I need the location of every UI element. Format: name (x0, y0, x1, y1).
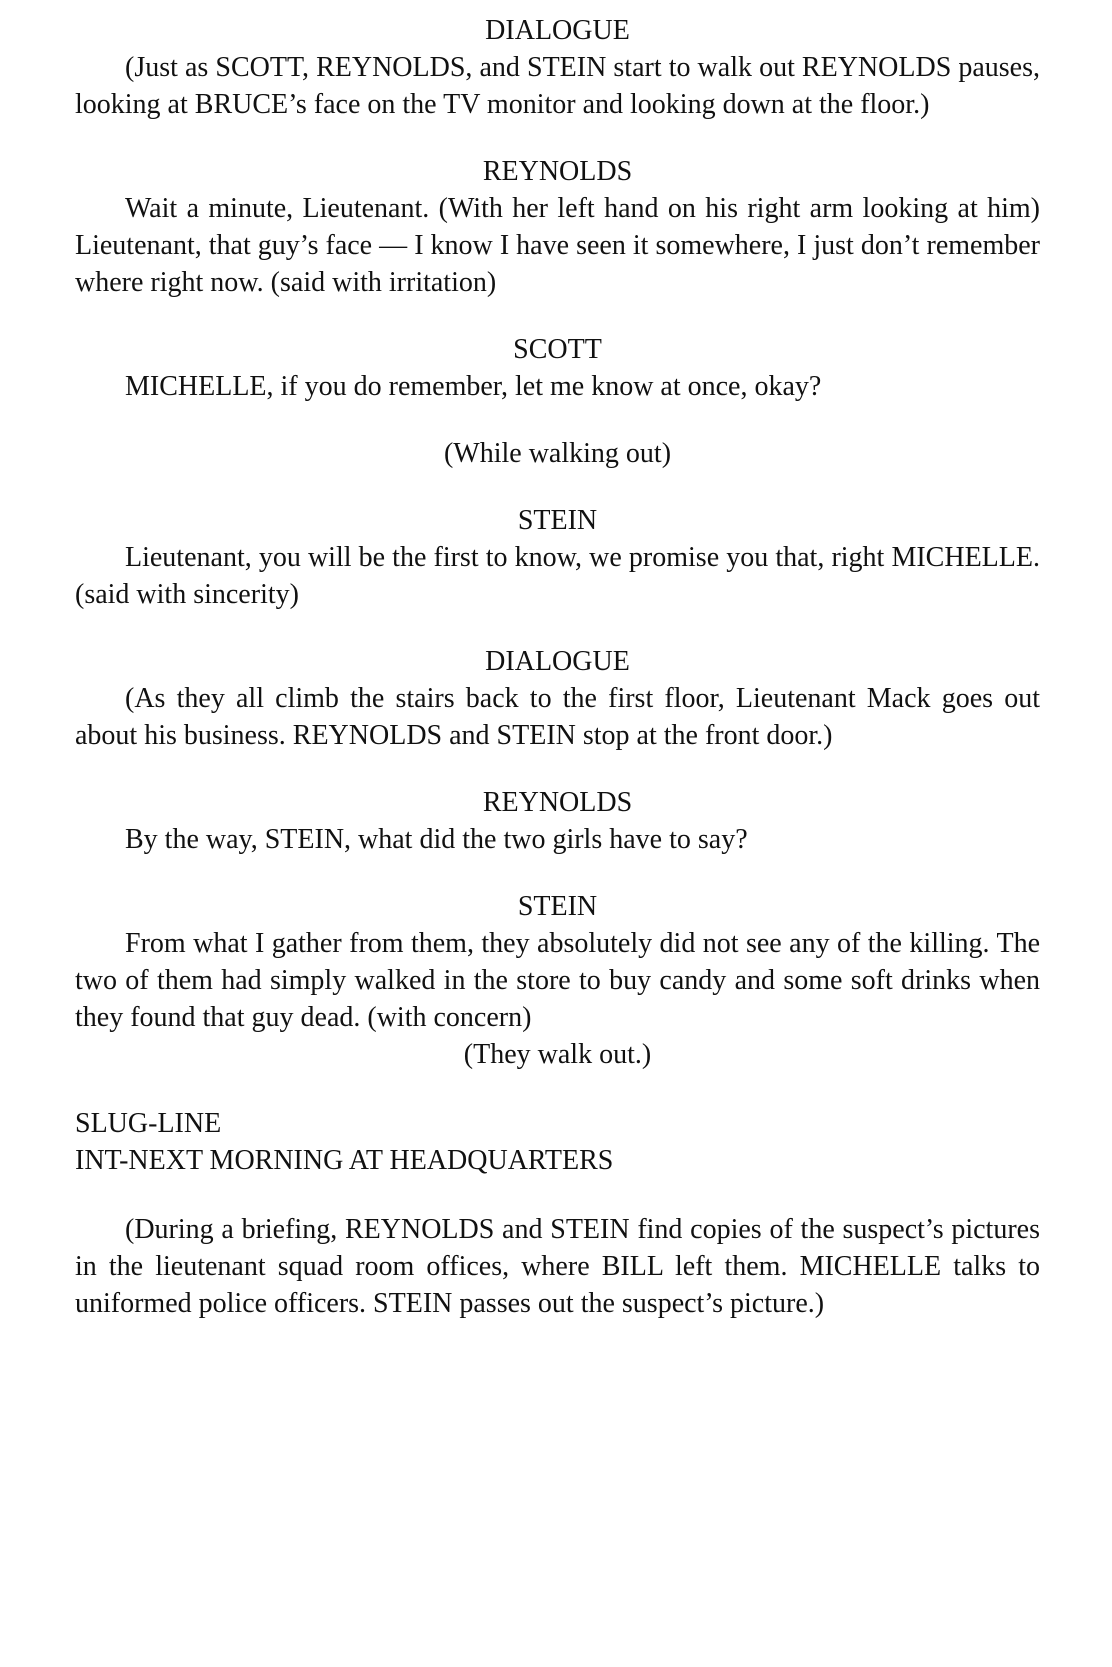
speaker-name: SCOTT (513, 334, 602, 365)
dialogue-text: Lieutenant, you will be the first to know, we promise you that, right MICHELLE. (said with sincerity) (75, 542, 1040, 610)
scene-heading: INT-NEXT MORNING AT HEADQUARTERS (75, 1145, 614, 1176)
dialogue-text: By the way, STEIN, what did the two girls have to say? (125, 824, 748, 855)
script-page (75, 12, 1040, 1322)
dialogue-block (75, 12, 1040, 123)
speaker-name: REYNOLDS (482, 787, 633, 818)
dialogue-text: (Just as SCOTT, REYNOLDS, and STEIN start to walk out REYNOLDS pauses, looking at BRUCE’s face on the TV monitor and looking down at the floor.) (75, 52, 1040, 120)
dialogue-block (75, 643, 1040, 754)
dialogue-text: From what I gather from them, they absolutely did not see any of the killing. The two of them had simply walked in the store to buy candy and some soft drinks when they found that guy dead. (with concern) (75, 928, 1040, 1033)
dialogue-block (75, 888, 1040, 1073)
dialogue-block (75, 153, 1040, 301)
speaker-name: DIALOGUE (485, 15, 630, 46)
speaker-name: DIALOGUE (485, 646, 630, 677)
dialogue-text: MICHELLE, if you do remember, let me know at once, okay? (125, 371, 822, 402)
dialogue-block (75, 784, 1040, 858)
speaker-name: STEIN (517, 891, 598, 922)
slug-line (75, 1105, 1040, 1179)
speaker-name: STEIN (517, 505, 598, 536)
slug-label: SLUG-LINE (75, 1108, 222, 1139)
dialogue-text: (As they all climb the stairs back to the first floor, Lieutenant Mack goes out about his business. REYNOLDS and STEIN stop at the front door.) (75, 683, 1040, 751)
dialogue-block (75, 502, 1040, 613)
dialogue-block (75, 331, 1040, 405)
speaker-name: REYNOLDS (482, 156, 633, 187)
stage-direction: (While walking out) (443, 438, 672, 469)
dialogue-text: Wait a minute, Lieutenant. (With her left hand on his right arm looking at him) Lieutenant, that guy’s face — I know I have seen it somewhere, I just don’t remember where right now. (said with irritation) (75, 193, 1040, 298)
stage-direction: (They walk out.) (463, 1039, 652, 1070)
action-paragraph: (During a briefing, REYNOLDS and STEIN find copies of the suspect’s pictures in the lieutenant squad room offices, where BILL left them. MICHELLE talks to uniformed police officers. STEIN passes out the suspect’s picture.) (75, 1214, 1040, 1319)
